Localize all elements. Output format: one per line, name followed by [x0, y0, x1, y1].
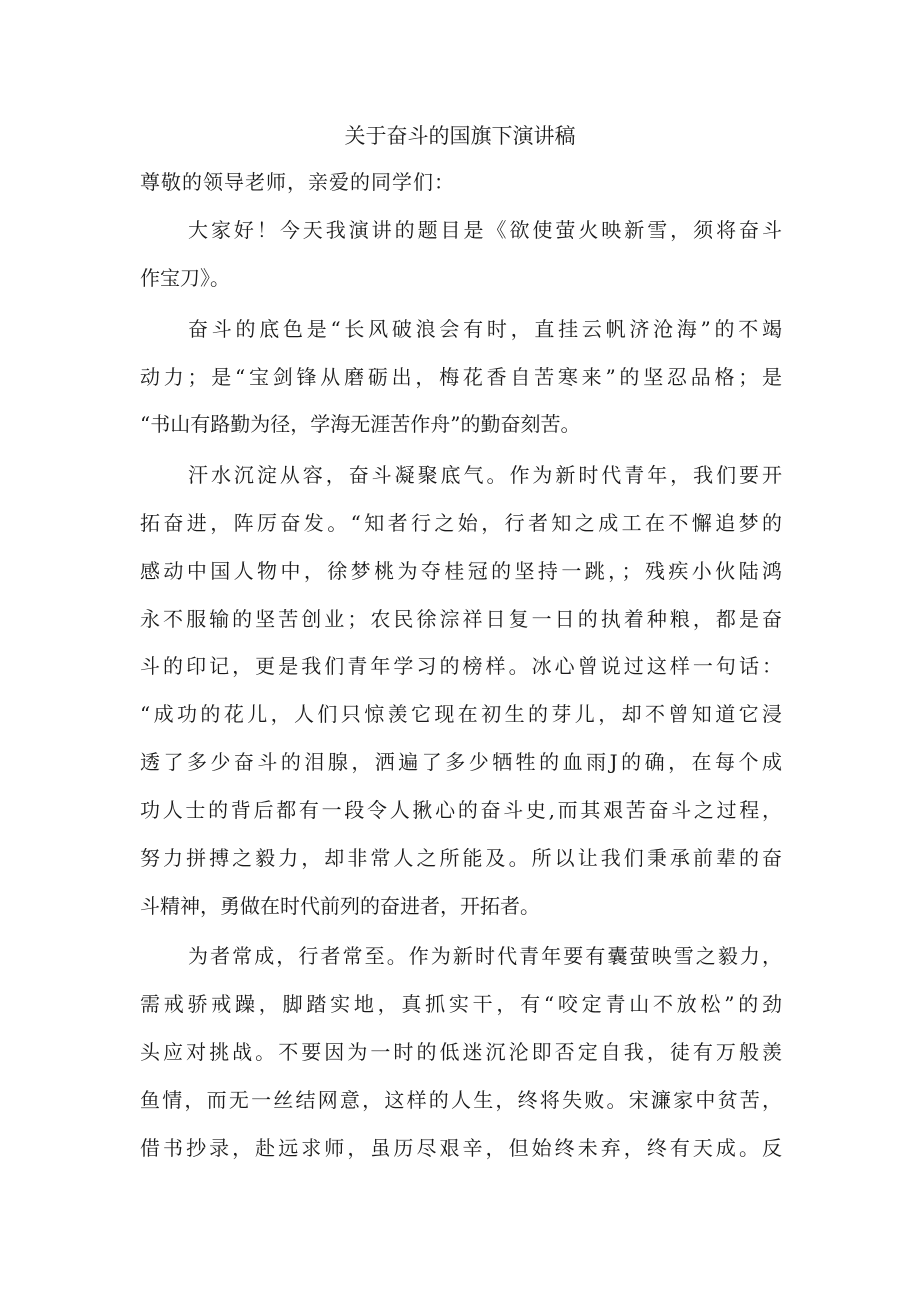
text-line: 斗精神，勇做在时代前列的奋进者，开拓者。: [140, 894, 540, 918]
text-line: 借书抄录，赴远求师，虽历尽艰辛，但始终未弃，终有天成。反: [140, 1136, 782, 1160]
text-line: 鱼情，而无一丝结网意，这样的人生，终将失败。宋濂家中贫苦，: [140, 1088, 782, 1112]
text-line: 为者常成，行者常至。作为新时代青年要有囊萤映雪之毅力，: [188, 944, 782, 968]
text-line: “成功的花儿，人们只惊羡它现在初生的芽儿，却不曾知道它浸: [140, 702, 782, 726]
text-line: 作宝刀》。: [140, 266, 230, 290]
text-line: 拓奋进，阵厉奋发。“知者行之始，行者知之成工在不懈追梦的: [140, 511, 782, 535]
text-line: 努力拼搏之毅力，却非常人之所能及。所以让我们秉承前辈的奋: [140, 846, 782, 870]
text-line: 头应对挑战。不要因为一时的低迷沉沦即否定自我，徒有万般羡: [140, 1040, 782, 1064]
text-line: 透了多少奋斗的泪腺，洒遍了多少牺牲的血雨J的确，在每个成: [140, 750, 782, 774]
text-line: 动力；是“宝剑锋从磨砺出，梅花香自苦寒来”的坚忍品格；是: [140, 365, 782, 389]
document-title: 关于奋斗的国旗下演讲稿: [344, 124, 576, 148]
text-line: 大家好！今天我演讲的题目是《欲使萤火映新雪，须将奋斗: [188, 218, 782, 242]
text-line: 汗水沉淀从容，奋斗凝聚底气。作为新时代青年，我们要开: [188, 463, 782, 487]
text-line: 感动中国人物中，徐梦桃为夺桂冠的坚持一跳，；残疾小伙陆鸿: [140, 559, 782, 583]
text-line: 奋斗的底色是“长风破浪会有时，直挂云帆济沧海”的不竭: [188, 317, 782, 341]
text-line: 斗的印记，更是我们青年学习的榜样。冰心曾说过这样一句话：: [140, 654, 782, 678]
text-line: 永不服输的坚苦创业；农民徐淙祥日复一日的执着种粮，都是奋: [140, 607, 782, 631]
text-line: 需戒骄戒躁，脚踏实地，真抓实干，有“咬定青山不放松”的劲: [140, 992, 782, 1016]
text-line: “书山有路勤为径，学海无涯苦作舟”的勤奋刻苦。: [140, 412, 581, 436]
salutation: 尊敬的领导老师，亲爱的同学们：: [140, 170, 455, 194]
text-line: 功人士的背后都有一段令人揪心的奋斗史,而其艰苦奋斗之过程，: [140, 798, 782, 822]
